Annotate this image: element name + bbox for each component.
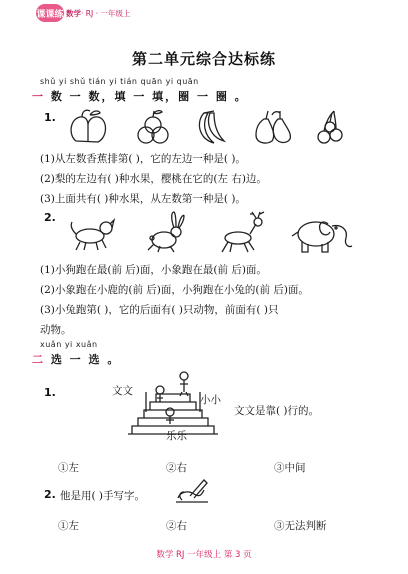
writing-hand-picture: [170, 476, 214, 508]
s2-q1-question: 文文是靠( )行的。: [234, 405, 320, 417]
q2-line-1: (1)小狗跑在最(前 后)面，小象跑在最(前 后)面。: [40, 264, 267, 276]
deer-icon: [222, 212, 264, 252]
section1-pinyin: shǔ yi shǔ tián yi tián quān yi quān: [40, 77, 199, 86]
name-wenwen: 文文: [112, 385, 133, 397]
q1-line-2: (2)梨的左边有( )种水果，樱桃在它的(左 右)边。: [40, 173, 267, 185]
dog-icon: [71, 220, 114, 250]
section2-heading: [32, 351, 120, 367]
section2-title: 选 一 选 。: [50, 353, 121, 366]
s2-q2-option-3: ③无法判断: [274, 520, 327, 532]
q1-label: 1.: [44, 111, 56, 124]
s2-q1-label: 1.: [44, 386, 56, 399]
rabbit-icon: [148, 212, 184, 252]
peach-icon: [71, 110, 105, 142]
q2-label: 2.: [44, 211, 56, 224]
q2-line-4: 动物。: [40, 324, 72, 336]
s2-q1-option-2: ②右: [166, 462, 187, 474]
s2-q1-option-1: ①左: [58, 462, 79, 474]
section1-title: 数 一 数，填 一 填，圈 一 圈 。: [50, 90, 248, 103]
brand-logo: 课课练: [36, 4, 64, 22]
q2-line-3: (3)小兔跑第( )，它的后面有( )只动物，前面有( )只: [40, 304, 279, 316]
q2-line-2: (2)小象跑在小鹿的(前 后)面，小狗跑在小兔的(前 后)面。: [40, 284, 309, 296]
animal-row: [66, 210, 366, 258]
apple-icon: [138, 111, 168, 143]
section1-number: 一: [32, 90, 45, 103]
s2-q2-option-1: ①左: [58, 520, 79, 532]
section2-pinyin: xuǎn yi xuǎn: [40, 340, 98, 349]
header-grade: · RJ · 一年级上: [81, 9, 131, 18]
q1-line-3: (3)上面共有( )种水果，从左数第一种是( )。: [40, 193, 246, 205]
s2-q2-label: 2.: [44, 488, 56, 501]
q1-line-1: (1)从左数香蕉排第( )，它的左边一种是( )。: [40, 153, 246, 165]
s2-q2-option-2: ②右: [166, 520, 187, 532]
section2-number: 二: [32, 353, 45, 366]
fruit-row: [68, 105, 358, 147]
child-xiaoxiao-icon: [180, 372, 188, 396]
name-lele: 乐乐: [166, 430, 187, 442]
section1-heading: [32, 88, 248, 104]
cherry-icon: [318, 111, 342, 143]
header-subject: 数学: [66, 9, 81, 18]
page-title: 第二单元综合达标练: [131, 50, 276, 68]
writing-hand-icon: [176, 480, 208, 502]
banana-icon: [199, 111, 224, 143]
name-xiaoxiao: 小小: [200, 394, 221, 406]
header-subtitle: [66, 8, 130, 19]
elephant-icon: [292, 222, 352, 252]
page-footer: 数学 RJ 一年级上 第 3 页: [156, 550, 252, 560]
pear-icon: [256, 111, 290, 143]
s2-q2-question: 他是用( )手写字。: [60, 490, 146, 502]
s2-q1-option-3: ③中间: [274, 462, 306, 474]
